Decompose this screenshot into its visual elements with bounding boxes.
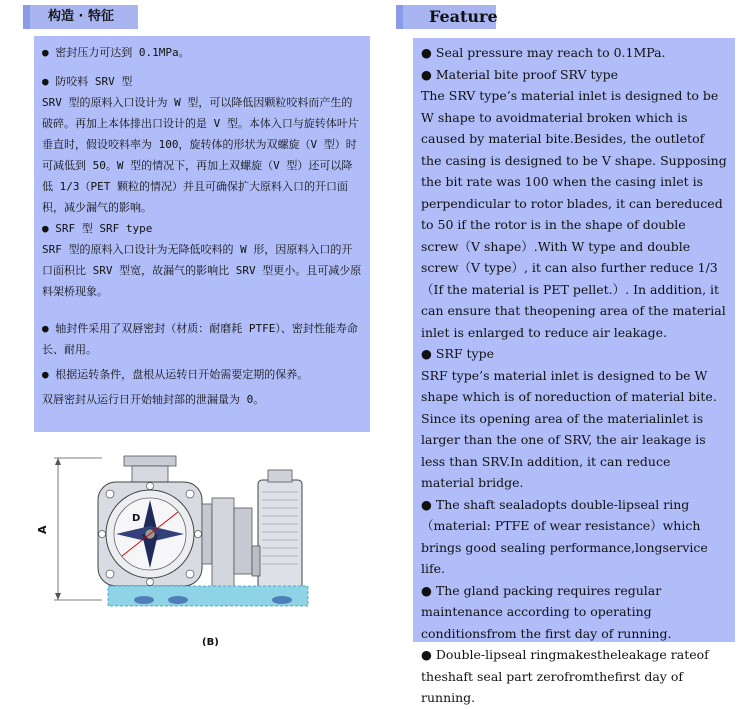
rotary-valve-drawing	[32, 450, 317, 646]
en-bullet-srf: ● SRF type	[421, 346, 494, 361]
cn-section-tab	[23, 5, 138, 29]
cn-section-title: 构造 · 特征	[48, 9, 114, 24]
en-section-title: Feature	[429, 7, 498, 26]
cn-leakage-note: 双唇密封从运行日开始轴封部的泄漏量为 0。	[42, 393, 265, 406]
en-bullet-leakage: ● Double-lipseal ringmakestheleakage rateof theshaft seal part zerofromthefirst day of running.	[421, 647, 709, 705]
en-bullet-pressure: ● Seal pressure may reach to 0.1MPa.	[421, 45, 666, 60]
dimension-a-label: A	[36, 525, 49, 534]
en-bullet-maintenance: ● The gland packing requires regular maintenance according to operating conditionsfrom the first day of running.	[421, 582, 672, 641]
cn-bullet-pressure: ● 密封压力可达到 0.1MPa。	[42, 46, 190, 59]
cn-bullet-srf: ● SRF 型 SRF type	[42, 222, 153, 235]
cn-bullet-shaft-seal: ● 轴封件采用了双唇密封（材质：耐磨耗 PTFE）、密封性能寿命长、耐用。	[42, 322, 358, 356]
en-bullet-shaft-seal: ● The shaft sealadopts double-lipseal ring（material: PTFE of wear resistance）which brings good sealing performance,longservice life.	[421, 496, 708, 576]
cn-feature-panel	[34, 36, 370, 432]
en-bullet-srv: ● Material bite proof SRV type	[421, 66, 618, 82]
cn-srv-description: SRV 型的原料入口设计为 W 型，可以降低因颗粒咬料而产生的破碎。再加上本体排出口设计的是 V 型。本体入口与旋转体叶片垂直时，假设咬料率为 100，旋转体的形状为双螺旋（V 型）时可减低到 50。W 型的情况下，再加上双螺旋（V 型）还可以降低 1/3（PET 颗粒的情况）并且可确保扩大原料入口的开口面积，减少漏气的影响。	[42, 96, 359, 214]
en-srf-description: SRF type’s material inlet is designed to be W shape which is of noreduction of material bite. Since its opening area of the materialinlet is larger than the one of SRV, the air leakage is less than SRV.In addition, it can reduce material bridge.	[421, 367, 717, 490]
en-section-tab	[396, 5, 496, 29]
cn-srf-description: SRF 型的原料入口设计为无降低咬料的 W 形，因原料入口的开口面积比 SRV 型宽，故漏气的影响比 SRV 型更小。且可减少原料架桥现象。	[42, 243, 362, 298]
cn-bullet-maintenance: ● 根据运转条件，盘根从运转日开始需要定期的保养。	[42, 368, 309, 381]
en-feature-panel	[413, 38, 735, 705]
dimension-b-label: (B)	[202, 637, 219, 646]
cn-bullet-srv: ● 防咬料 SRV 型	[42, 75, 133, 88]
en-srv-description: The SRV type’s material inlet is designed to be W shape to avoidmaterial broken which is caused by material bite.Besides, the outletof the casing is designed to be V shape. Supposing the bit rate was 100 when the casing inlet is perpendicular to rotor blades, it can bereduced to 50 if the rotor is in the shape of double screw（V shape）.With W type and double screw（V type）, it can also further reduce 1/3（If the material is PET pellet.）. In addition, it can ensure that theopening area of the material inlet is enlarged to reduce air leakage.	[421, 88, 727, 340]
dimension-d-label: D	[132, 513, 141, 524]
